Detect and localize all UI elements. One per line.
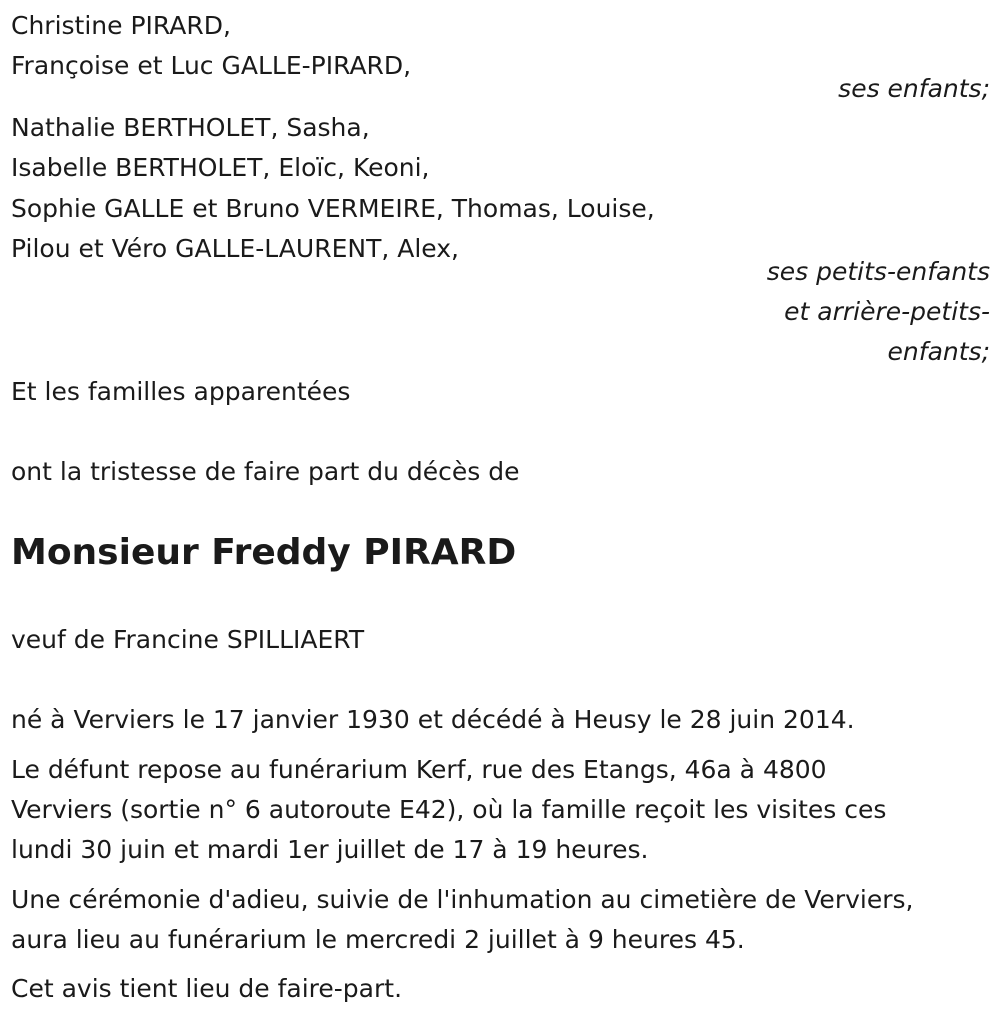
visitation-line-3: lundi 30 juin et mardi 1er juillet de 17 à 19 heures.: [11, 835, 649, 864]
announcement-line: ont la tristesse de faire part du décès de: [11, 457, 520, 486]
deceased-name: Monsieur Freddy PIRARD: [11, 532, 517, 573]
grandchildren-label-1: ses petits-enfants: [766, 257, 990, 286]
ceremony-line-1: Une cérémonie d'adieu, suivie de l'inhumation au cimetière de Verviers,: [11, 885, 914, 914]
widower-line: veuf de Francine SPILLIAERT: [11, 625, 365, 654]
grandchild-line-4: Pilou et Véro GALLE-LAURENT, Alex,: [11, 234, 459, 263]
ceremony-line-2: aura lieu au funérarium le mercredi 2 juillet à 9 heures 45.: [11, 925, 745, 954]
families-line: Et les familles apparentées: [11, 377, 351, 406]
grandchild-line-1: Nathalie BERTHOLET, Sasha,: [11, 113, 370, 142]
child-line-2: Françoise et Luc GALLE-PIRARD,: [11, 51, 412, 80]
visitation-line-1: Le défunt repose au funérarium Kerf, rue des Etangs, 46a à 4800: [11, 755, 827, 784]
children-label: ses enfants;: [838, 74, 990, 103]
birth-death-line: né à Verviers le 17 janvier 1930 et décédé à Heusy le 28 juin 2014.: [11, 705, 855, 734]
closing-line: Cet avis tient lieu de faire-part.: [11, 974, 403, 1003]
child-line-1: Christine PIRARD,: [11, 11, 231, 40]
grandchildren-label-3: enfants;: [887, 337, 990, 366]
grandchild-line-2: Isabelle BERTHOLET, Eloïc, Keoni,: [11, 153, 430, 182]
grandchildren-label-2: et arrière-petits-: [784, 297, 990, 326]
visitation-line-2: Verviers (sortie n° 6 autoroute E42), où la famille reçoit les visites ces: [11, 795, 887, 824]
grandchild-line-3: Sophie GALLE et Bruno VERMEIRE, Thomas, Louise,: [11, 194, 655, 223]
